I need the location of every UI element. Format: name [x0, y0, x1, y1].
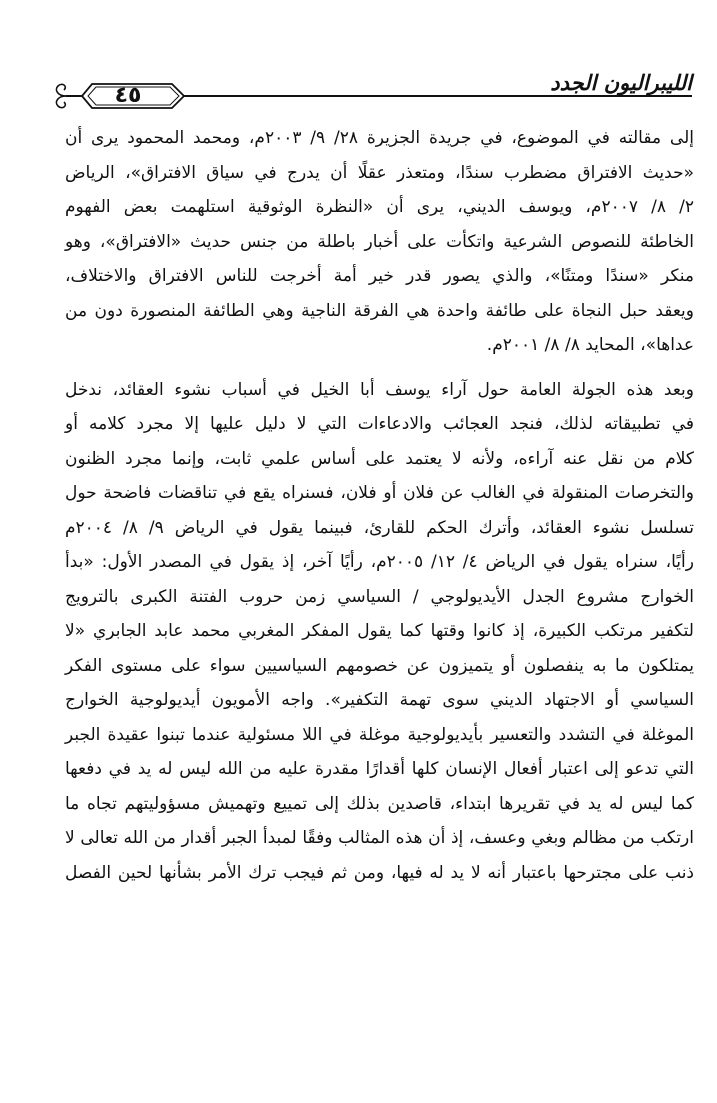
- text-line: كما ليس له يد في تقريرها ابتداء، قاصدين بذلك إلى تمييع وتهميش مسؤوليتهم تجاه ما: [65, 793, 694, 814]
- text-line: تسلسل نشوء العقائد، وأترك الحكم للقارئ، فبينما يقول في الرياض ٩/ ٨/ ٢٠٠٤م: [65, 517, 694, 538]
- page-number: ٤٥: [114, 83, 142, 108]
- paragraph-1: [65, 121, 694, 363]
- paragraph-2: [65, 373, 694, 891]
- text-line: يمتلكون ما به ينفصلون أو يتميزون عن خصومهم السياسيين سواء على مستوى الفكر: [65, 655, 694, 676]
- text-line: كلام من نقل عنه آراءه، ولأنه لا يعتمد على أساس علمي ثابت، وإنما مجرد الظنون: [65, 448, 694, 469]
- text-line: «حديث الافتراق مضطرب سندًا، ومتعذر عقلًا أن يدرج في سياق الافتراق»، الرياض: [65, 162, 694, 183]
- text-line: الموغلة في التشدد والتعسير بأيديولوجية موغلة في اللا مسئولية عندما تبنوا عقيدة الجبر: [65, 724, 694, 745]
- body-text: [65, 121, 694, 890]
- text-line: منكر «سندًا ومتنًا»، والذي يصور قدر خير أمة أخرجت للناس الافتراق والاختلاف،: [65, 266, 694, 286]
- text-line: ارتكب من مظالم وبغي وعسف، إذ أن هذه المثالب وفقًا لمبدأ الجبر أقدار من الله تعالى لا: [65, 828, 694, 848]
- text-line: ويعقد حبل النجاة على طائفة واحدة هي الفرقة الناجية وهي الطائفة المنصورة دون من: [65, 300, 694, 321]
- text-line: التي تدعو إلى اعتبار أفعال الإنسان كلها أقدارًا مقدرة عليه من الله ليس له يد في دفعها: [65, 759, 694, 779]
- text-line: لتكفير مرتكب الكبيرة، إذ كانوا وقتها كما يقول المفكر المغربي محمد عابد الجابري «لا: [65, 621, 694, 641]
- running-header: [52, 71, 692, 118]
- text-line: والتخرصات المنقولة في الغالب عن فلان أو فلان، فسنراه يقع في تناقضات فاضحة حول: [65, 483, 694, 503]
- text-line: إلى مقالته في الموضوع، في جريدة الجزيرة ٢٨/ ٩/ ٢٠٠٣م، ومحمد المحمود يرى أن: [65, 128, 694, 148]
- text-line: رأيًا، سنراه يقول في الرياض ٤/ ١٢/ ٢٠٠٥م، رأيًا آخر، إذ يقول في المصدر الأول: «بدأ: [65, 552, 694, 572]
- text-line: في تطبيقاته لذلك، فنجد العجائب والادعاءات التي لا دليل عليها إلا مجرد كلامه أو: [65, 414, 694, 434]
- text-line: الخوارج مشروع الجدل الأيديولوجي / السياسي زمن حروب الفتنة الكبرى بالترويج: [65, 586, 694, 607]
- running-title: الليبراليون الجدد: [542, 72, 692, 94]
- text-line: السياسي أو الاجتهاد الديني سوى تهمة التكفير». واجه الأمويون أيديولوجية الخوارج: [65, 690, 694, 710]
- text-line: عداها»، المحايد ٨/ ٨/ ٢٠٠١م.: [486, 335, 694, 355]
- text-line: وبعد هذه الجولة العامة حول آراء يوسف أبا الخيل في أسباب نشوء العقائد، ندخل: [65, 379, 694, 400]
- text-line: الخاطئة للنصوص الشرعية واتكأت على أخبار باطلة من جنس حديث «الافتراق»، وهو: [65, 231, 694, 252]
- text-line: ذنب على مجترحها باعتبار أنه لا يد له فيها، ومن ثم فيجب ترك الأمر بشأنها لحين الفصل: [65, 862, 694, 883]
- text-line: ٢/ ٨/ ٢٠٠٧م، ويوسف الديني، يرى أن «النظرة الوثوقية استلهمت بعض الفهوم: [65, 197, 694, 217]
